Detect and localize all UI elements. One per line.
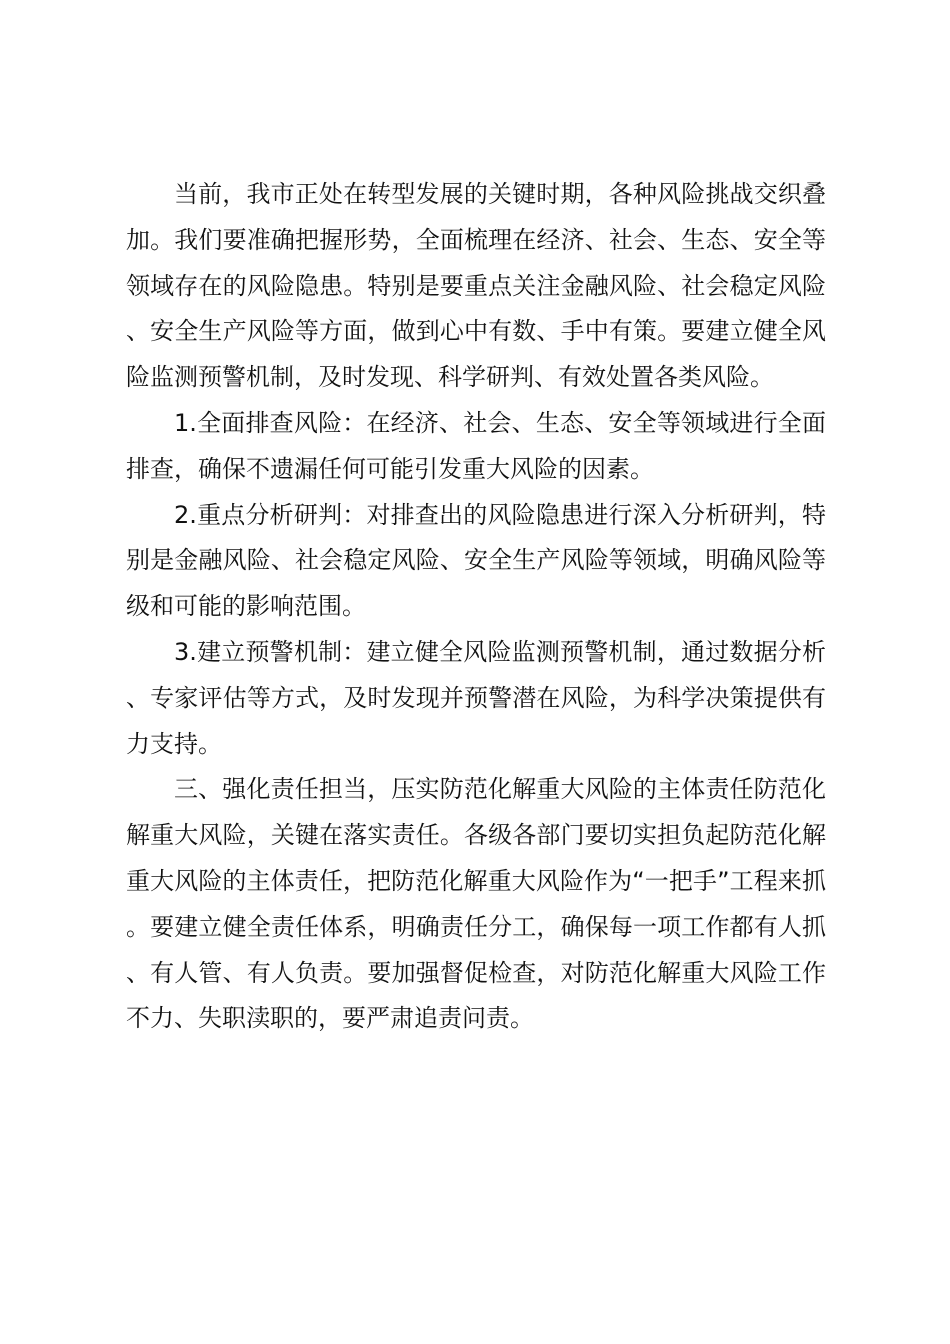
section-three-paragraph: 三、强化责任担当，压实防范化解重大风险的主体责任防范化解重大风险，关键在落实责任。各级各部门要切实担负起防范化解重大风险的主体责任，把防范化解重大风险作为“一把手”工程来抓。要建立健全责任体系，明确责任分工，确保每一项工作都有人抓、有人管、有人负责。要加强督促检查，对防范化解重大风险工作不力、失职渎职的，要严肃追责问责。 xyxy=(126,775,826,1033)
intro-paragraph: 当前，我市正处在转型发展的关键时期，各种风险挑战交织叠加。我们要准确把握形势，全面梳理在经济、社会、生态、安全等领域存在的风险隐患。特别是要重点关注金融风险、社会稳定风险、安全生产风险等方面，做到心中有数、手中有策。要建立健全风险监测预警机制，及时发现、科学研判、有效处置各类风险。 xyxy=(126,180,826,392)
item-3-paragraph: 3.建立预警机制：建立健全风险监测预警机制，通过数据分析、专家评估等方式，及时发现并预警潜在风险，为科学决策提供有力支持。 xyxy=(126,637,826,758)
item-2-paragraph: 2.重点分析研判：对排查出的风险隐患进行深入分析研判，特别是金融风险、社会稳定风险、安全生产风险等领域，明确风险等级和可能的影响范围。 xyxy=(126,500,826,621)
document-body xyxy=(126,172,826,1042)
item-1-paragraph: 1.全面排查风险：在经济、社会、生态、安全等领域进行全面排查，确保不遗漏任何可能引发重大风险的因素。 xyxy=(126,408,826,483)
